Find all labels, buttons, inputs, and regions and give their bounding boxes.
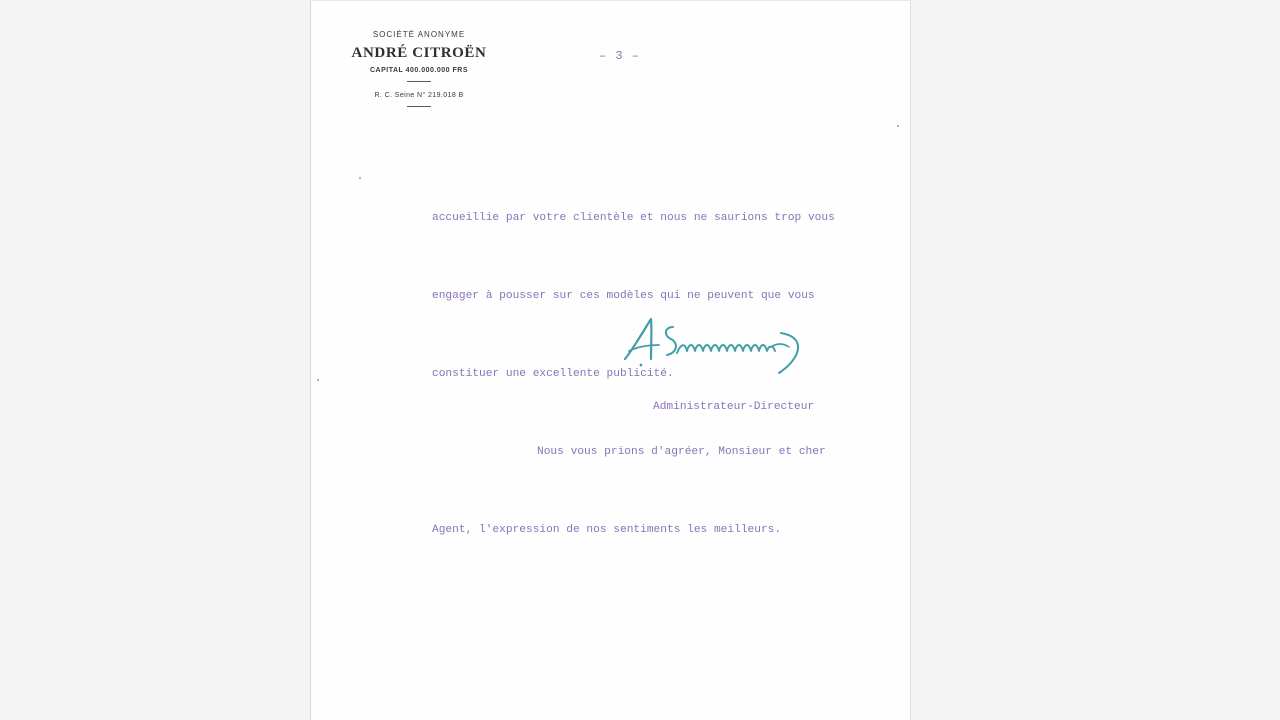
handwritten-signature: [621, 313, 811, 377]
body-line: engager à pousser sur ces modèles qui ne peuvent que vous: [432, 290, 815, 302]
letterhead: [341, 29, 497, 107]
body-line: Nous vous prions d'agréer, Monsieur et cher: [537, 446, 826, 458]
paper-speck: [317, 379, 319, 381]
body-line: accueillie par votre clientèle et nous ne saurions trop vous: [432, 212, 835, 224]
letterhead-divider-bottom: [407, 106, 431, 107]
letterhead-divider: [407, 81, 431, 82]
signatory-title: Administrateur-Directeur: [653, 401, 815, 413]
paper-speck: [359, 177, 361, 179]
paper-speck: [897, 125, 899, 127]
company-registration: R. C. Seine N° 219.018 B: [374, 92, 464, 99]
company-capital: CAPITAL 400.000.000 FRS: [369, 67, 468, 74]
body-line: Agent, l'expression de nos sentiments les meilleurs.: [432, 524, 782, 536]
page-number: – 3 –: [599, 49, 641, 63]
company-type: SOCIÉTÉ ANONYME: [372, 30, 466, 39]
company-name: ANDRÉ CITROËN: [351, 45, 487, 61]
letter-page: [310, 0, 911, 720]
body-line: constituer une excellente publicité.: [432, 368, 674, 380]
